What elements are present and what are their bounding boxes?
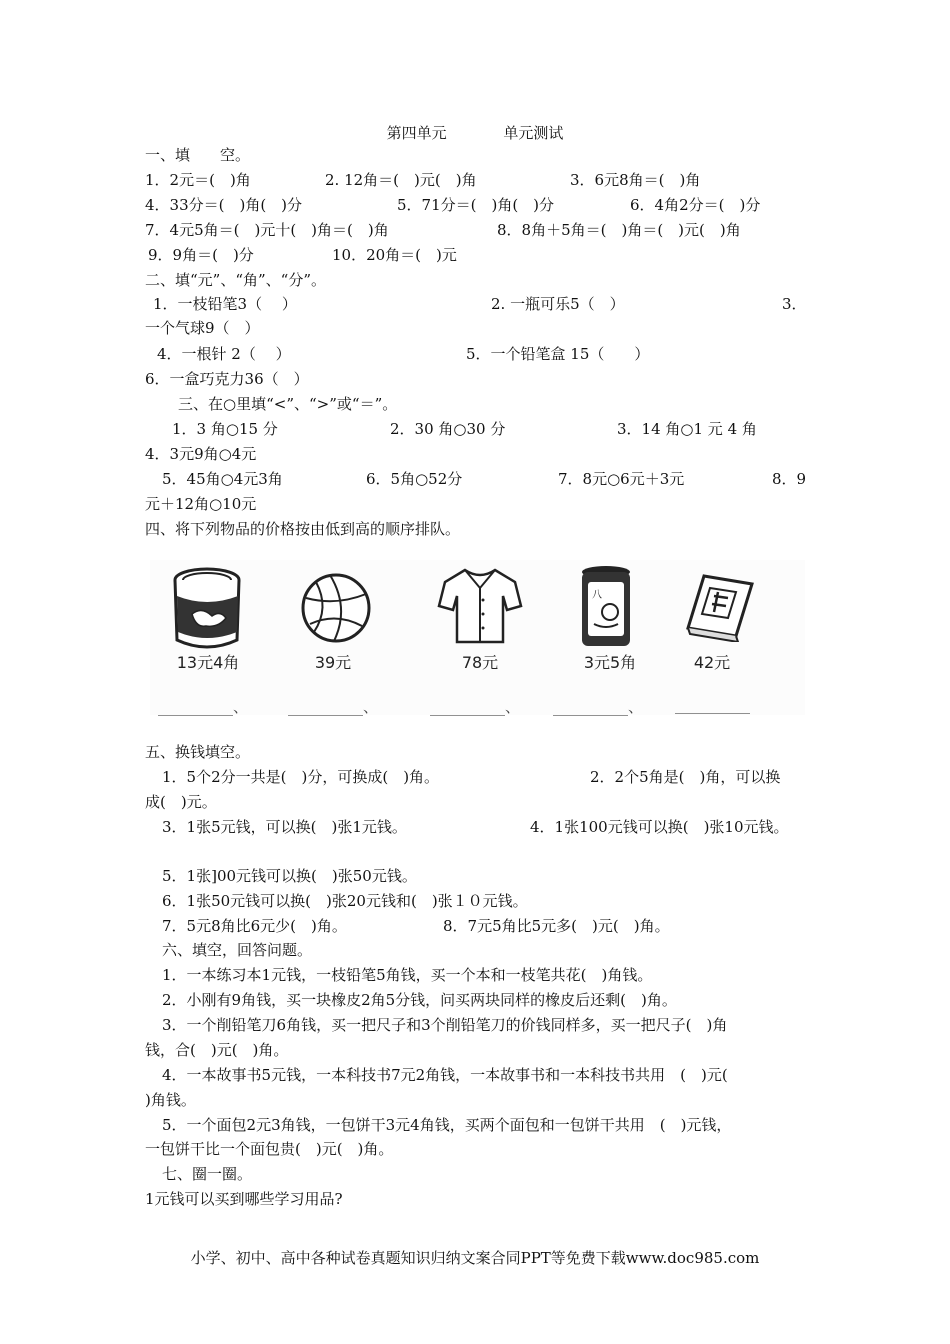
order-blank-1[interactable]: __________、 [158,698,249,716]
q1-9: 9．9角＝( )分 [148,246,254,264]
q6-4-cont: )角钱。 [145,1091,196,1109]
q3-2: 2．30 角○30 分 [390,420,506,438]
q3-8-start: 8．9 [772,470,807,488]
q6-3: 3．一个削铅笔刀6角钱，买一把尺子和3个削铅笔刀的价钱同样多，买一把尺子( )角 [162,1016,728,1034]
medicine-box-icon [684,572,756,642]
q6-4: 4．一本故事书5元钱，一本科技书7元2角钱，一本故事书和一本科技书共用 ( )元( [162,1066,728,1084]
order-blank-4[interactable]: __________、 [553,698,644,716]
price-shirt: 78元 [461,653,499,672]
q5-2-cont: 成( )元。 [145,793,217,811]
q1-7: 7．4元5角＝( )元十( )角＝( )角 [145,221,389,239]
q1-4: 4．33分＝( )角( )分 [145,196,303,214]
q3-7: 7．8元○6元＋3元 [558,470,685,488]
q5-1: 1．5个2分一共是( )分，可换成( )角。 [162,768,440,786]
can-icon [168,566,246,654]
section7-heading: 七、圈一圈。 [162,1165,253,1183]
price-jar: 3元5角 [583,653,637,672]
order-blank-2[interactable]: __________、 [288,698,379,716]
q5-5: 5．1张]00元钱可以换( )张50元钱。 [162,867,417,885]
q2-6: 6．一盒巧克力36（ ） [145,370,309,388]
q6-2: 2．小刚有9角钱，买一块橡皮2角5分钱，问买两块同样的橡皮后还剩( )角。 [162,991,677,1009]
q3-1: 1．3 角○15 分 [172,420,278,438]
q2-1: 1．一枝铅笔3（ ） [153,295,297,313]
title-test: 单元测试 [503,124,564,142]
page-title [0,122,950,143]
q1-1: 1．2元＝( )角 [145,171,251,189]
title-unit: 第四单元 [386,124,447,142]
q5-4: 4．1张100元钱可以换( )张10元钱。 [530,818,789,836]
shirt-icon [437,566,523,646]
q5-2: 2．2个5角是( )角，可以换 [590,768,781,786]
price-basketball: 39元 [314,653,352,672]
q3-3: 3．14 角○1 元 4 角 [617,420,757,438]
q1-5: 5．71分＝( )角( )分 [397,196,555,214]
q5-3: 3．1张5元钱，可以换( )张1元钱。 [162,818,407,836]
q3-5: 5．45角○4元3角 [162,470,283,488]
q2-3: 一个气球9（ ） [145,319,260,337]
q1-8: 8．8角＋5角＝( )角＝( )元( )角 [497,221,741,239]
q2-2: 2. 一瓶可乐5（ ） [491,295,625,313]
order-blank-5[interactable]: __________ [675,696,750,714]
q2-3-number: 3． [782,295,807,313]
basketball-icon [300,572,372,644]
q1-2: 2. 12角＝( )元( )角 [325,171,477,189]
price-can: 13元4角 [176,653,240,672]
q1-3: 3．6元8角＝( )角 [570,171,701,189]
section3-heading: 三、在○里填“<”、“>”或“＝”。 [178,395,398,413]
footer-download-note: 小学、初中、高中各种试卷真题知识归纳文案合同PPT等免费下载www.doc985.com [190,1249,760,1267]
q6-1: 1．一本练习本1元钱，一枝铅笔5角钱，买一个本和一枝笔共花( )角钱。 [162,966,653,984]
jar-icon [578,564,634,650]
q2-5: 5．一个铅笔盒 15（ ） [466,345,650,363]
price-medicine-box: 42元 [693,653,731,672]
svg-text:八: 八 [592,590,602,601]
q6-3-cont: 钱，合( )元( )角。 [145,1041,289,1059]
section2-heading: 二、填“元”、“角”、“分”。 [145,271,327,289]
q3-8: 元＋12角○10元 [145,495,257,513]
q5-7: 7．5元8角比6元少( )角。 [162,917,347,935]
q5-6: 6．1张50元钱可以换( )张20元钱和( )张１０元钱。 [162,892,528,910]
q2-4: 4．一根针 2（ ） [157,345,291,363]
section1-heading: 一、填 空。 [145,146,251,164]
q5-8: 8．7元5角比5元多( )元( )角。 [443,917,670,935]
order-blank-3[interactable]: __________、 [430,698,521,716]
q3-4: 4．3元9角○4元 [145,445,257,463]
q7-1: 1元钱可以买到哪些学习用品? [145,1190,343,1208]
section5-heading: 五、换钱填空。 [145,743,251,761]
section4-heading: 四、将下列物品的价格按由低到高的顺序排队。 [145,520,461,538]
q3-6: 6．5角○52分 [366,470,463,488]
q1-10: 10．20角＝( )元 [332,246,457,264]
q6-5: 5．一个面包2元3角钱，一包饼干3元4角钱，买两个面包和一包饼干共用 ( )元钱， [162,1116,732,1134]
q6-5-cont: 一包饼干比一个面包贵( )元( )角。 [145,1140,394,1158]
q1-6: 6．4角2分＝( )分 [630,196,761,214]
section6-heading: 六、填空，回答问题。 [162,941,313,959]
